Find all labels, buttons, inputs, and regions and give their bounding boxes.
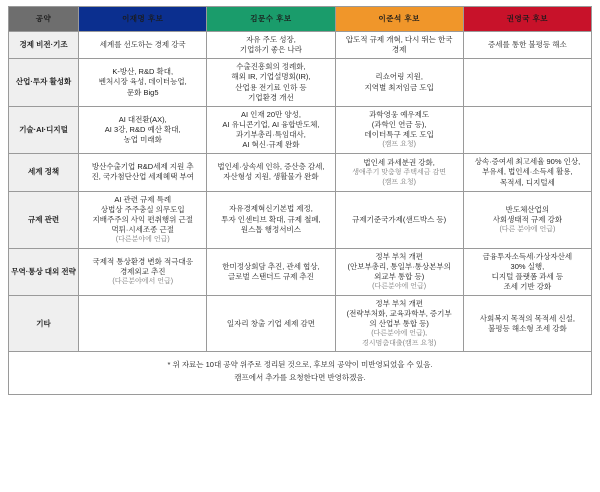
policy-line: 세계를 선도하는 경제 강국 xyxy=(99,40,186,50)
policy-line: 투자 인센티브 확대, 규제 철폐, xyxy=(221,214,321,224)
policy-line: 자유경제혁신기본법 제정, xyxy=(229,204,313,214)
row-label: 경제 비전·기조 xyxy=(9,32,79,59)
policy-cell xyxy=(335,106,463,154)
column-header-candidate-4: 권영국 후보 xyxy=(463,7,591,32)
policy-line: 자산형성 지원, 생활물가 완화 xyxy=(223,172,319,182)
policy-line: 데이터특구 제도 도입 xyxy=(364,130,434,140)
policy-note: (다른 분야에 언급) xyxy=(499,226,556,233)
policy-note: (다른분야에서 언급) xyxy=(112,278,174,286)
policy-line: 법인세 과세분권 강화, xyxy=(363,157,435,167)
policy-cell xyxy=(463,248,591,296)
policy-line: 정부 부처 개편 xyxy=(375,251,423,261)
policy-line: 규제기준국가제(샌드박스 등) xyxy=(352,214,447,224)
policy-note: (캠프 요청) xyxy=(382,141,416,149)
policy-line: 문화 Big5 xyxy=(126,87,159,97)
policy-line: 수출진흥회의 정례화, xyxy=(236,62,306,72)
policy-line: (과학인 연금 등), xyxy=(371,120,427,130)
policy-cell xyxy=(335,59,463,107)
policy-line: 사회복지 목적의 목적세 신설, xyxy=(479,313,576,323)
policy-line: 방산수출기업 R&D세제 지원 추 xyxy=(91,162,194,172)
policy-line: 조세 기반 강화 xyxy=(503,281,552,291)
table-header-row xyxy=(9,7,592,32)
policy-cell xyxy=(207,154,335,191)
row-label: 무역·통상 대외 전략 xyxy=(9,248,79,296)
policy-line: 증세를 통한 불평등 해소 xyxy=(488,40,567,50)
table-row xyxy=(9,154,592,191)
policy-cell xyxy=(207,32,335,59)
policy-line: 경제 xyxy=(391,45,407,55)
policy-line: 압도적 규제 개혁, 다시 뛰는 한국 xyxy=(345,35,453,44)
footnote-line-2: 캠프에서 추가를 요청한다면 반영하겠음. xyxy=(234,373,366,383)
policy-note: (다른분야에 언급), xyxy=(371,330,428,338)
policy-line: 벤처시장 육성, 데이터능업, xyxy=(98,77,187,87)
policy-line: 해외 IR, 기업설명회(IR), xyxy=(231,72,311,82)
policy-comparison-table xyxy=(8,6,592,352)
policy-cell xyxy=(79,154,207,191)
policy-line: 산업용 전기료 인하 등 xyxy=(235,82,307,92)
policy-cell xyxy=(463,106,591,154)
policy-cell xyxy=(335,191,463,248)
table-row xyxy=(9,106,592,154)
policy-line: 먹튀·시세조종 근절 xyxy=(111,225,174,234)
policy-cell xyxy=(207,248,335,296)
policy-line: 리쇼어링 지원, xyxy=(375,72,423,82)
table-row xyxy=(9,296,592,352)
policy-line: 한미정상회담 추진, 관세 협상, xyxy=(222,261,320,271)
policy-cell xyxy=(463,32,591,59)
policy-cell xyxy=(463,59,591,107)
policy-cell xyxy=(335,296,463,352)
policy-note: (캠프 요청) xyxy=(382,178,416,186)
policy-line: 목적세, 디지털세 xyxy=(499,177,555,187)
policy-line: 디지털 플랫폼 과세 등 xyxy=(491,271,564,281)
policy-cell xyxy=(463,296,591,352)
policy-cell xyxy=(79,248,207,296)
table-header xyxy=(9,7,592,32)
policy-line: AI 3강, R&D 예산 확대, xyxy=(104,124,181,134)
policy-line: 정부 부처 개편 xyxy=(375,299,423,309)
policy-line: AI 관련 규제 특례 xyxy=(114,194,172,204)
policy-line: 반도체산업의 xyxy=(505,204,550,214)
policy-line: 금융투자소득세·가상자산세 xyxy=(482,251,573,261)
policy-line: 경제외교 추진 xyxy=(119,267,166,277)
table-row xyxy=(9,59,592,107)
policy-line: AI 혁신·규제 완화 xyxy=(242,140,300,150)
policy-cell xyxy=(207,106,335,154)
policy-line: 외교부 통합 등) xyxy=(374,272,425,282)
column-header-topic: 공약 xyxy=(9,7,79,32)
policy-line: AI 인재 20만 양성, xyxy=(240,109,301,119)
policy-line: 기업하기 좋은 나라 xyxy=(239,45,302,55)
policy-line: K-방산, R&D 확대, xyxy=(112,67,174,77)
policy-line: AI 대전환(AX), xyxy=(118,114,167,124)
policy-cell xyxy=(335,154,463,191)
policy-line: (안보부총리, 통일부·통상본부의 xyxy=(347,262,451,272)
policy-note: (다른분야에 언급) xyxy=(372,283,427,291)
policy-line: 진, 국가첨단산업 세제혜택 부여 xyxy=(91,172,194,182)
policy-cell xyxy=(79,296,207,352)
table-row xyxy=(9,191,592,248)
policy-line: 지배주주의 사익 편취행위 근절 xyxy=(92,214,193,224)
policy-cell xyxy=(335,248,463,296)
policy-line: 의 산업부 통합 등) xyxy=(369,319,429,329)
column-header-candidate-2: 김문수 후보 xyxy=(207,7,335,32)
policy-cell xyxy=(79,59,207,107)
policy-line: 기업환경 개선 xyxy=(248,92,294,102)
policy-line: 지역별 최저임금 도입 xyxy=(364,82,434,92)
row-label: 규제 관련 xyxy=(9,191,79,248)
policy-cell xyxy=(79,191,207,248)
policy-line: 법인세·상속세 인하, 증산층 감세, xyxy=(217,162,325,172)
policy-line: 불평등 해소형 조세 강화 xyxy=(488,323,567,333)
table-footnote xyxy=(8,352,592,395)
policy-cell xyxy=(207,191,335,248)
policy-note: 경시멈춤대출(캠프 요청) xyxy=(362,339,437,347)
policy-note: (다른분야에 언급) xyxy=(115,236,170,244)
policy-cell xyxy=(207,296,335,352)
table-row xyxy=(9,248,592,296)
policy-line: 농업 미래화 xyxy=(123,135,162,145)
policy-line: 원스톱 행정서비스 xyxy=(240,224,301,234)
policy-cell xyxy=(207,59,335,107)
policy-note: 생애주기 맞춤형 주택세금 감면 xyxy=(352,169,447,177)
row-label: 기술·AI·디지털 xyxy=(9,106,79,154)
policy-line: 국제적 통상환경 변화 적극대응 xyxy=(92,256,193,266)
table-body xyxy=(9,32,592,352)
policy-line: 일자리 창출 기업 세제 감면 xyxy=(226,318,315,328)
policy-line: 과학영웅 예우제도 xyxy=(369,110,430,120)
policy-line: 30% 실행, xyxy=(510,261,545,271)
policy-cell xyxy=(463,191,591,248)
policy-cell xyxy=(463,154,591,191)
policy-line: 부유세, 법인세·소득세 활용, xyxy=(482,167,573,177)
policy-line: (전략부처화, 교육과학부, 증기부 xyxy=(346,309,452,319)
policy-line: 글로벌 스탠더드 규제 추진 xyxy=(227,271,314,281)
row-label: 기타 xyxy=(9,296,79,352)
policy-cell xyxy=(79,106,207,154)
policy-line: 상속·증여세 최고세율 90% 인상, xyxy=(474,157,581,167)
footnote-line-1: * 위 자료는 10대 공약 위주로 정리된 것으로, 후보의 공약이 미반영되었을 수 있음. xyxy=(167,360,433,370)
row-label: 세계 정책 xyxy=(9,154,79,191)
policy-line: 사회생태적 규제 강화 xyxy=(492,214,563,224)
policy-cell xyxy=(79,32,207,59)
policy-line: 자유 주도 성장, xyxy=(246,35,296,44)
policy-cell xyxy=(335,32,463,59)
column-header-candidate-3: 이준석 후보 xyxy=(335,7,463,32)
policy-line: 상법상 주주충실 의무도입 xyxy=(100,204,185,214)
policy-line: 과기부총리·특임대사, xyxy=(236,130,306,139)
column-header-candidate-1: 이재명 후보 xyxy=(79,7,207,32)
table-row xyxy=(9,32,592,59)
row-label: 산업·투자 활성화 xyxy=(9,59,79,107)
policy-line: AI 유니콘기업, AI 융합반도체, xyxy=(222,119,320,129)
